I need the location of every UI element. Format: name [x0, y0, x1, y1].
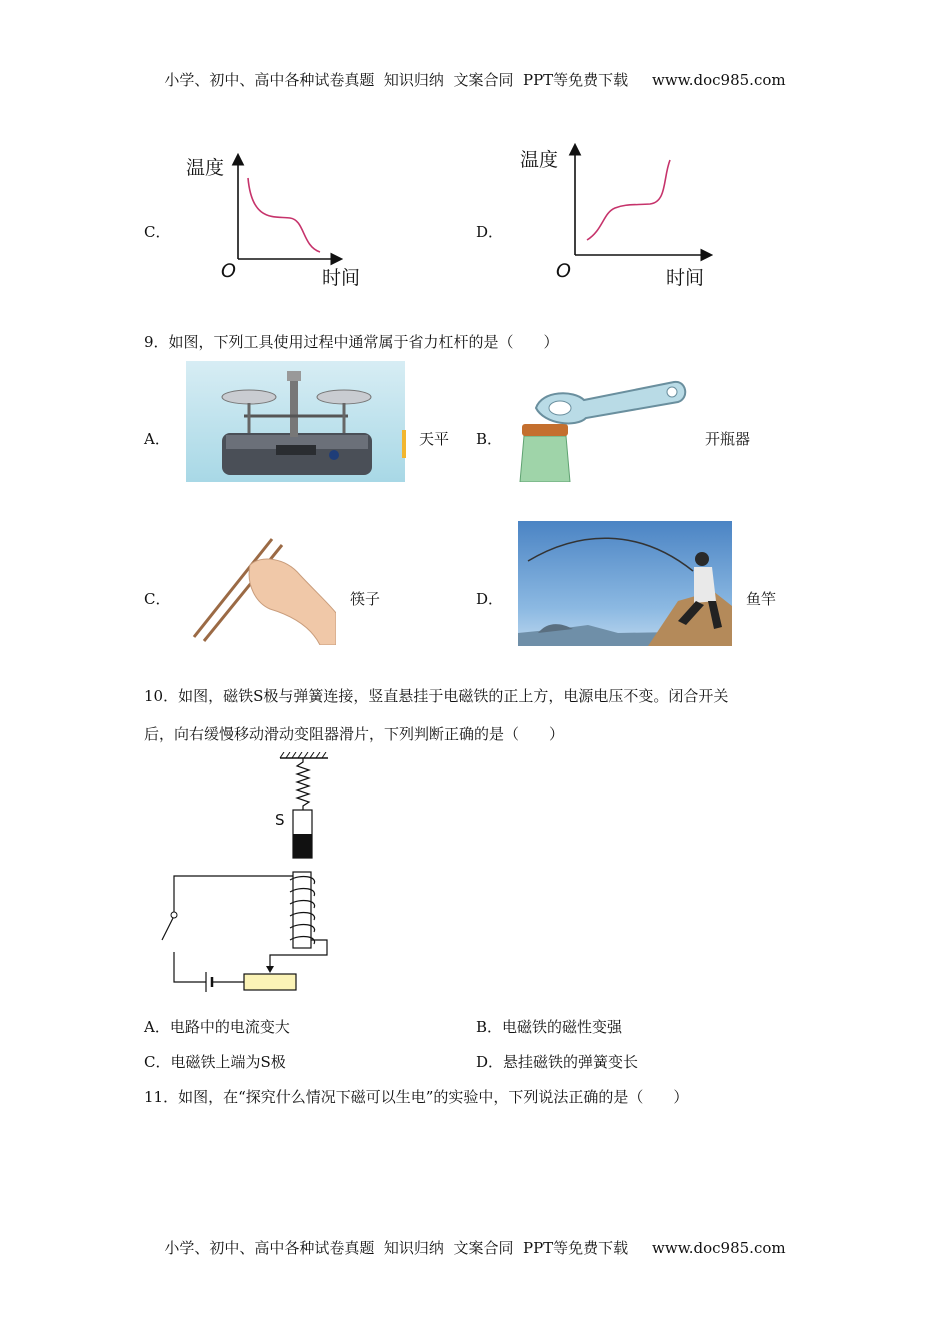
- q10-option-c-text: 电磁铁上端为S极: [170, 1053, 286, 1071]
- q10-option-b-text: 电磁铁的磁性变强: [502, 1018, 623, 1036]
- q9-option-c-label: C．: [144, 590, 171, 608]
- q10-option-d: [476, 1051, 638, 1072]
- q9-option-a-label: A．: [144, 430, 170, 448]
- q8-d-ylabel: 温度: [520, 149, 559, 171]
- spring: [297, 758, 309, 810]
- magnet-s-label: S: [275, 811, 285, 829]
- q10-option-d-text: 悬挂磁铁的弹簧变长: [503, 1053, 639, 1071]
- q11-stem: 11．如图，在“探究什么情况下磁可以生电”的实验中，下列说法正确的是（ ）: [144, 1088, 689, 1106]
- q10-option-c-label: C．: [144, 1053, 171, 1071]
- temperature-curve: [248, 178, 320, 252]
- q10-stem-line1: 10．如图，磁铁S极与弹簧连接，竖直悬挂于电磁铁的正上方，电源电压不变。闭合开关: [144, 687, 729, 705]
- chopsticks-image: [190, 535, 336, 645]
- q10-option-b: [476, 1016, 622, 1037]
- q10-option-a-label: A．: [144, 1018, 170, 1036]
- rheostat: [244, 974, 296, 990]
- q8-d-origin: O: [556, 260, 571, 282]
- q9-option-b-caption: 开瓶器: [705, 430, 751, 448]
- bottle-opener-image: [514, 378, 694, 482]
- q10-option-a-text: 电路中的电流变大: [169, 1018, 290, 1036]
- q8-c-origin: O: [221, 260, 236, 282]
- q10-option-d-label: D．: [476, 1053, 504, 1071]
- q9-stem: 9．如图，下列工具使用过程中通常属于省力杠杆的是（ ）: [144, 333, 559, 351]
- fishing-rod-image: [518, 521, 732, 646]
- q10-circuit-diagram: [150, 752, 350, 1002]
- page-footer: 小学、初中、高中各种试卷真题 知识归纳 文案合同 PPT等免费下载 www.doc985.com: [164, 1239, 786, 1257]
- switch: [162, 918, 173, 940]
- q9-option-a-caption: 天平: [419, 430, 450, 448]
- q9-option-c-caption: 筷子: [350, 590, 381, 608]
- q9-option-d-label: D．: [476, 590, 504, 608]
- q8-c-xlabel: 时间: [322, 267, 361, 289]
- q9-option-b-label: B．: [476, 430, 503, 448]
- q8-c-ylabel: 温度: [186, 157, 225, 179]
- balance-scale-image: [186, 361, 405, 482]
- decor-bar: [402, 430, 406, 458]
- q10-option-b-label: B．: [476, 1018, 503, 1036]
- q10-option-c: [144, 1051, 286, 1072]
- q8-option-c-label: C．: [144, 223, 171, 241]
- q9-option-d-caption: 鱼竿: [746, 590, 777, 608]
- q8-option-d-label: D．: [476, 223, 504, 241]
- temperature-curve: [587, 160, 670, 240]
- q10-stem-line2: 后，向右缓慢移动滑动变阻器滑片，下列判断正确的是（ ）: [144, 725, 565, 743]
- q8-d-xlabel: 时间: [666, 267, 705, 289]
- page-header: 小学、初中、高中各种试卷真题 知识归纳 文案合同 PPT等免费下载 www.doc985.com: [164, 71, 786, 89]
- q10-option-a: [144, 1016, 290, 1037]
